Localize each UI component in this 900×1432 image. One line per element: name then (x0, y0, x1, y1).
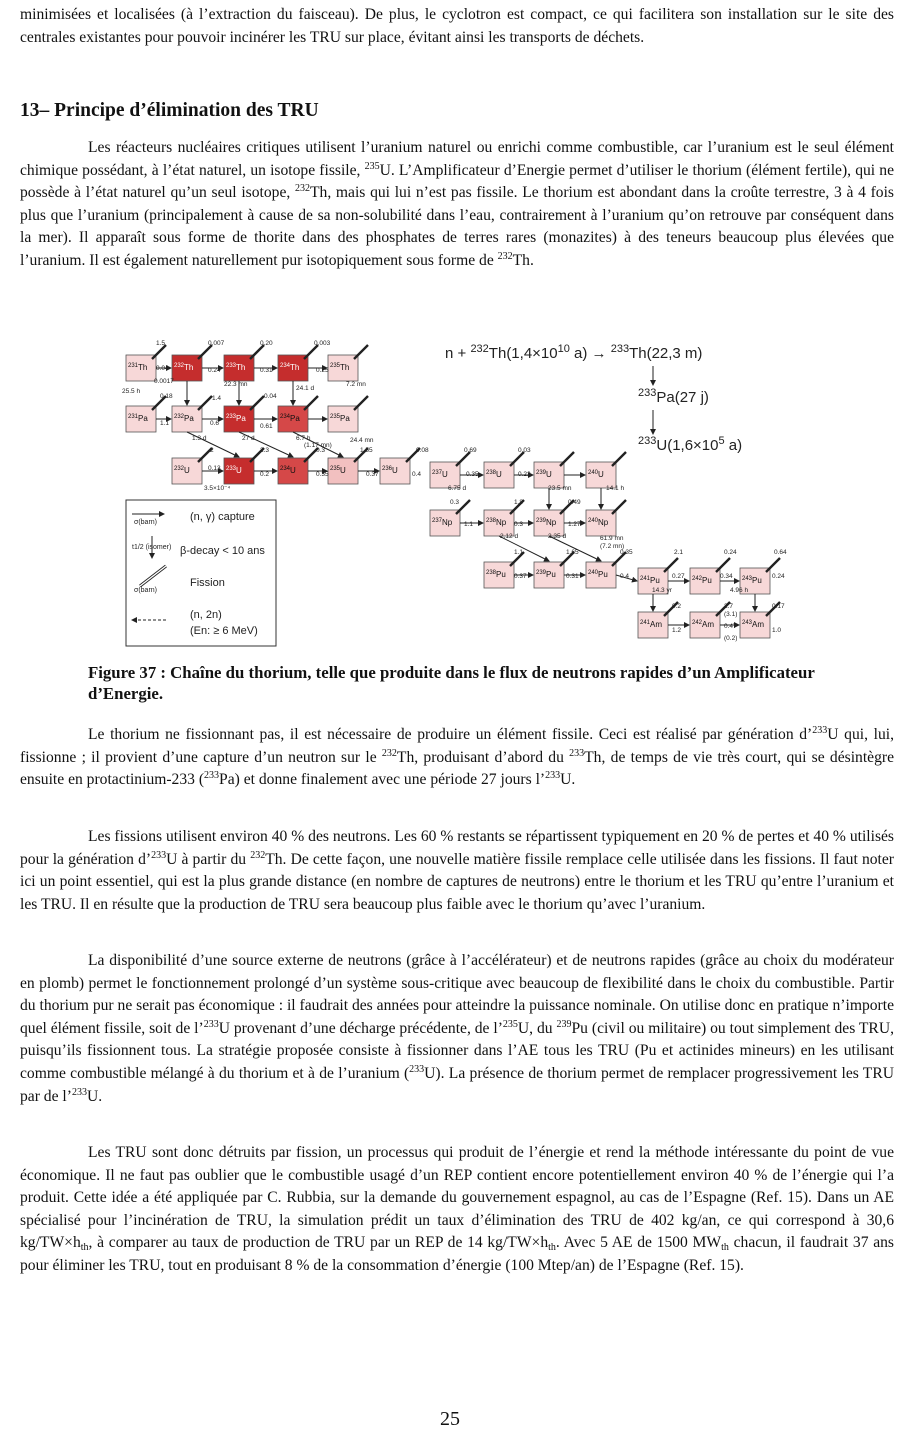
superscript: 233 (569, 747, 585, 759)
value-label: 0.35 (316, 471, 329, 478)
fission-arrow (304, 345, 318, 359)
value-label: 2.12 d (500, 533, 519, 540)
fission-arrow (664, 558, 678, 572)
value-label: 14.3 yr (652, 587, 672, 594)
text-run: U. (86, 1087, 103, 1105)
nuclide-label: $^{240}$Pu (588, 570, 608, 579)
reaction-line-1: $n + ^{232}Th(1,4\times 10^{10}$ a) → $^{233}$Th(22,3 m) (445, 343, 703, 362)
value-label: 0.49 (568, 499, 581, 506)
value-label: 0.27 (672, 573, 685, 580)
nuclide-label: $^{233}$Th (226, 363, 246, 372)
value-label: 0.25 (316, 367, 329, 374)
superscript: 233 (203, 1018, 219, 1030)
text-run: Th, de temps de vie très court, qui se désintègre ensuite en protactinium-233 ( (20, 748, 895, 789)
fission-arrow (510, 452, 524, 466)
value-label: 1.1 (464, 521, 474, 528)
value-label: 2.3 (260, 447, 270, 454)
value-label: 1.4 (212, 395, 222, 402)
value-label: 0.04 (264, 393, 277, 400)
value-label: 1.1 (514, 549, 524, 556)
superscript: 233 (545, 770, 561, 782)
nuclide-label: $^{235}$U (330, 466, 346, 475)
text-run: La disponibilité d’une source externe de neutrons (grâce à l’accélérateur) et de neutrons rapides (grâce au choix du modérateur en plomb) permet le fonctionnement prolongé d’un système sous-critique avec beaucoup de flexibilité dans le choix du combustible. Partir du thorium pur ne serait pas économique : il faudrait des années pour atteindre la puissance nominale. On utilise donc en pratique n’importe quel élément fissile, soit de l’ (20, 952, 894, 1037)
nuclide-label: $^{233}$Pa (226, 414, 246, 423)
nuclide-label: $^{239}$Np (536, 518, 557, 527)
value-label: (0.2) (724, 635, 738, 642)
nuclide-label: $^{239}$U (536, 470, 552, 479)
fission-arrow (198, 345, 212, 359)
fission-arrow (198, 396, 212, 410)
value-label: 0.37 (514, 573, 527, 580)
nuclide-label: $^{233}$U (226, 466, 242, 475)
nuclide-label: $^{234}$Pa (280, 414, 300, 423)
text-run: U qui, lui, fissionne ; il provient d’une capture d’un neutron sur le (20, 726, 895, 766)
text-run: minimisées et localisées (à l’extraction du faisceau). De plus, le cyclotron est compact, ce qui facilitera son installation sur le site des centrales existantes pour pouvoir incinérer les TRU sur place, évitant ainsi les transports de déchets. (20, 6, 894, 46)
nuclide-label: $^{232}$Pa (174, 414, 194, 423)
value-label: 1.27 (568, 521, 581, 528)
fission-arrow (304, 396, 318, 410)
nuclide-label: $^{243}$Pu (742, 576, 762, 585)
value-label: 0.24 (724, 549, 737, 556)
nuclide-label: $^{231}$Pa (128, 414, 148, 423)
value-label: 0.22 (518, 471, 531, 478)
text-run: Les fissions utilisent environ 40 % des neutrons. Les 60 % restants se répartissent typiquement en 20 % de pertes et 40 % utilisés pour la génération d’ (20, 828, 894, 868)
text-run: U. (560, 771, 576, 789)
thorium-chain-figure (120, 330, 800, 660)
nuclide-label: $^{238}$Pu (486, 570, 506, 579)
value-label: 3.5×10⁻⁴ (204, 485, 231, 492)
text-run: chacun, il faudrait 37 ans pour éliminer les TRU, tout en produisant 8 % de la consommation d’énergie (100 Mtep/an) de l’Espagne (Ref. 15). (20, 1234, 894, 1274)
nuclide-label: $^{236}$U (382, 466, 398, 475)
fission-arrow (354, 345, 368, 359)
superscript: 232 (381, 747, 397, 759)
value-label: 2 (210, 447, 214, 454)
paragraph-tru-destruction (20, 1142, 894, 1278)
value-label: 0.003 (314, 340, 331, 347)
value-label: 24.4 mn (350, 437, 374, 444)
value-label: 0.3 (450, 499, 460, 506)
text-run: U, du (517, 1019, 557, 1037)
fission-arrow (612, 500, 626, 514)
legend-n2n: (n, 2n) (190, 609, 222, 621)
legend-capture: (n, γ) capture (190, 511, 255, 523)
text-run: Les TRU sont donc détruits par fission, un processus qui produit de l’énergie et rend la méthode intéressante du point de vue économique. Il ne faut pas oublier que le combustible usagé d’un REP contient encore potentiellement environ 40 % de l’énergie qui l’a produit. Cette idée a été appliquée par C. Rubbia, sur la demande du gouvernement espagnol, au cas de l’Espagne (Ref. 15). Dans un AE spécialisé pour l’incinération de TRU, la simulation prédit un taux d’élimination des TRU de 402 kg/an, ce qui correspond à 30,6 kg/TW×h (20, 1144, 894, 1252)
fission-arrow (716, 558, 730, 572)
value-label: 22.3 mn (224, 381, 248, 388)
text-run: Le thorium ne fissionnant pas, il est nécessaire de produire un élément fissile. Ceci est réalisé par génération d’ (88, 726, 813, 743)
value-label: 0.4 (412, 471, 422, 478)
superscript: 232 (295, 183, 310, 195)
fission-arrow (354, 396, 368, 410)
figure-caption: Figure 37 : Chaîne du thorium, telle que produite dans le flux de neutrons rapides d’un Amplificateur d’Energie. (88, 663, 815, 703)
text-run: Th. De cette façon, une nouvelle matière fissile remplace celle utilisée dans les fissions. Il faut noter ici un point essentiel, qui est la plus grande distance (en nombre de captures de neutrons) entre le thorium et les TRU qu’entre l’uranium et les TRU. Il en résulte que la production de TRU sera beaucoup plus faible avec le thorium qu’avec l’uranium. (20, 850, 894, 913)
text-run: U à partir du (166, 850, 251, 868)
value-label: 0.61 (260, 423, 273, 430)
superscript: 233 (71, 1086, 87, 1098)
nuclide-label: $^{235}$Pa (330, 414, 350, 423)
nuclide-label: $^{231}$Th (128, 363, 148, 372)
value-label: 7.2 mn (346, 381, 366, 388)
fission-arrow (560, 452, 574, 466)
superscript: 239 (556, 1018, 572, 1030)
legend-energy: (En: ≥ 6 MeV) (190, 625, 258, 637)
value-label: 1.1 (160, 420, 170, 427)
value-label: 6.75 d (448, 485, 467, 492)
subscript: th (80, 1242, 89, 1254)
superscript: 233 (812, 725, 828, 736)
nuclide-label: $^{235}$Th (330, 363, 350, 372)
value-label: 0.24 (208, 367, 221, 374)
value-label: 4.96 h (730, 587, 749, 594)
value-label: 1.8 (514, 499, 524, 506)
fission-arrow (250, 396, 264, 410)
value-label: 61.9 mn (600, 535, 624, 542)
value-label: 23.5 mn (548, 485, 572, 492)
value-label: 0.64 (774, 549, 787, 556)
value-label: 0.3 (316, 447, 326, 454)
value-label: 0.2 (260, 471, 270, 478)
value-label: 0.17 (772, 603, 785, 610)
text-run: Les réacteurs nucléaires critiques utilisent l’uranium naturel ou enrichi comme combustible, car l’uranium est le seul élément chimique possédant, à l’état naturel, un isotope fissile, (20, 139, 894, 179)
value-label: 1.55 (360, 447, 373, 454)
value-label: 0.03 (518, 447, 531, 454)
value-label: (7.2 mn) (600, 543, 625, 550)
reaction-line-2: $^{233}$Pa(27 j) (638, 387, 709, 406)
value-label: 0.31 (566, 573, 579, 580)
fission-arrow (456, 452, 470, 466)
fission-arrow (250, 345, 264, 359)
value-label: 2.7 (724, 603, 734, 610)
value-label: 0.37 (366, 471, 379, 478)
text-run: Th. (512, 251, 534, 269)
reaction-line-3: $^{233}U(1,6\times 10^5$ a) (638, 435, 743, 454)
superscript: 235 (502, 1018, 518, 1030)
superscript: 233 (151, 849, 167, 861)
value-label: 0.47 (724, 623, 737, 630)
subscript: th (548, 1242, 556, 1254)
superscript: 233 (204, 770, 220, 782)
nuclide-label: $^{232}$Th (174, 363, 194, 372)
value-label: 27 d (242, 435, 255, 442)
value-label: 2.1 (674, 549, 684, 556)
text-run: Th, mais qui lui n’est pas fissile. Le thorium est abondant dans la croûte terrestre, 3 à 4 fois plus que l’uranium (principalement à cause de sa non-solubilité dans l’eau, contrairement à l’uranium qu’on retrouve par conséquent dans la mer). Il apparaît sous forme de thorite dans des phosphates de terres rares (monazites) à des teneurs beaucoup plus élevées que l’uranium. Il est également naturellement pur isotopiquement sous forme de (20, 184, 894, 269)
value-label: (1.17 mn) (304, 442, 332, 449)
figure-legend (126, 500, 276, 646)
nuclide-label: $^{240}$U (588, 470, 604, 479)
nuclide-label: $^{238}$U (486, 470, 502, 479)
value-label: 0.69 (464, 447, 477, 454)
value-label: 0.24 (772, 573, 785, 580)
value-label: 25.5 h (122, 388, 141, 395)
superscript: 232 (497, 250, 513, 262)
value-label: 0.34 (720, 573, 733, 580)
nuclide-label: $^{234}$Th (280, 363, 300, 372)
text-run: Pu (civil ou militaire) ou tout simplement des TRU, puisqu’ils fissionnent tous. La stratégie proposée consiste à fissionner dans l’AE tous les TRU (Pu et actinides mineurs) en les utilisant comme combustible mélangé à du thorium et à de l’uranium ( (20, 1019, 894, 1082)
value-label: 0.13 (208, 465, 221, 472)
superscript: 233 (409, 1063, 425, 1075)
value-label: 0.35 (466, 471, 479, 478)
value-label: 0.0017 (154, 378, 174, 385)
nuclide-label: $^{239}$Pu (536, 570, 556, 579)
value-label: 0.3 (514, 521, 524, 528)
legend-decay: β-decay < 10 ans (180, 545, 265, 557)
nuclide-label: $^{241}$Pu (640, 576, 660, 585)
fission-arrow (766, 558, 780, 572)
paragraph-external-source (20, 950, 894, 1108)
value-label: 1.65 (566, 549, 579, 556)
thorium-chain-diagram (120, 330, 800, 660)
nuclide-label: $^{240}$Np (588, 518, 609, 527)
text-run: . Avec 5 AE de 1500 MW (555, 1234, 722, 1252)
value-label: 1.5 (156, 340, 166, 347)
superscript: 232 (250, 849, 266, 861)
nuclide-label: $^{237}$U (432, 470, 448, 479)
value-label: 0.04 (156, 365, 169, 372)
value-label: 0.2 (672, 603, 682, 610)
nuclide-label: $^{242}$Am (692, 620, 715, 629)
nuclide-label: $^{242}$Pu (692, 576, 712, 585)
nuclide-label: $^{243}$Am (742, 620, 765, 629)
text-run: U). La présence de thorium permet de remplacer progressivement les TRU par de l’ (20, 1064, 894, 1105)
section-heading: 13– Principe d’élimination des TRU (20, 100, 319, 121)
value-label: 0.35 (620, 549, 633, 556)
fission-arrow (612, 452, 626, 466)
legend-symbol-fission: σ(barn) (134, 587, 157, 594)
value-label: 0.6 (210, 420, 220, 427)
value-label: 14.1 h (606, 485, 625, 492)
page-number: 25 (440, 1408, 460, 1430)
text-run: , à comparer au taux de production de TRU par un REP de 14 kg/TW×h (88, 1234, 549, 1252)
value-label: 24.1 d (296, 385, 315, 392)
value-label: 0.20 (260, 340, 273, 347)
nuclide-label: $^{234}$U (280, 466, 296, 475)
value-label: 1.3 d (192, 435, 207, 442)
text-run: U. L’Amplificateur d’Energie permet d’utiliser le thorium (élément fertile), qui ne possède à l’état naturel qu’un seul isotope, (20, 161, 895, 202)
value-label: 1.2 (672, 627, 682, 634)
legend-symbol-capture: σ(barn) (134, 519, 157, 526)
paragraph-neutron-budget (20, 826, 894, 916)
text-run: Pa) et donne finalement avec une période 27 jours l’ (219, 771, 546, 789)
paragraph-u233-generation (20, 724, 894, 792)
legend-symbol-decay: t1/2 (isomer) (132, 544, 172, 551)
nuclide-label: $^{232}$U (174, 466, 190, 475)
value-label: 0.08 (416, 447, 429, 454)
intro-paragraph (20, 4, 894, 49)
value-label: 0.007 (208, 340, 225, 347)
nuclide-label: $^{237}$Np (432, 518, 453, 527)
nuclide-label: $^{238}$Np (486, 518, 507, 527)
value-label: 0.31 (260, 367, 273, 374)
text-run: Th, produisant d’abord du (396, 748, 570, 766)
value-label: 6.7 h (296, 435, 311, 442)
text-run: U provenant d’une décharge précédente, de l’ (218, 1019, 503, 1037)
value-label: 2.35 d (548, 533, 567, 540)
value-label: 1.0 (772, 627, 782, 634)
legend-fission: Fission (190, 577, 225, 589)
fission-arrow (152, 345, 166, 359)
paragraph-thorium-abundance (20, 137, 894, 273)
superscript: 235 (364, 160, 380, 172)
value-label: (3.1) (724, 611, 738, 618)
nuclide-label: $^{241}$Am (640, 620, 663, 629)
value-label: 0.18 (160, 393, 173, 400)
subscript: th (721, 1242, 729, 1254)
value-label: 0.4 (620, 573, 630, 580)
